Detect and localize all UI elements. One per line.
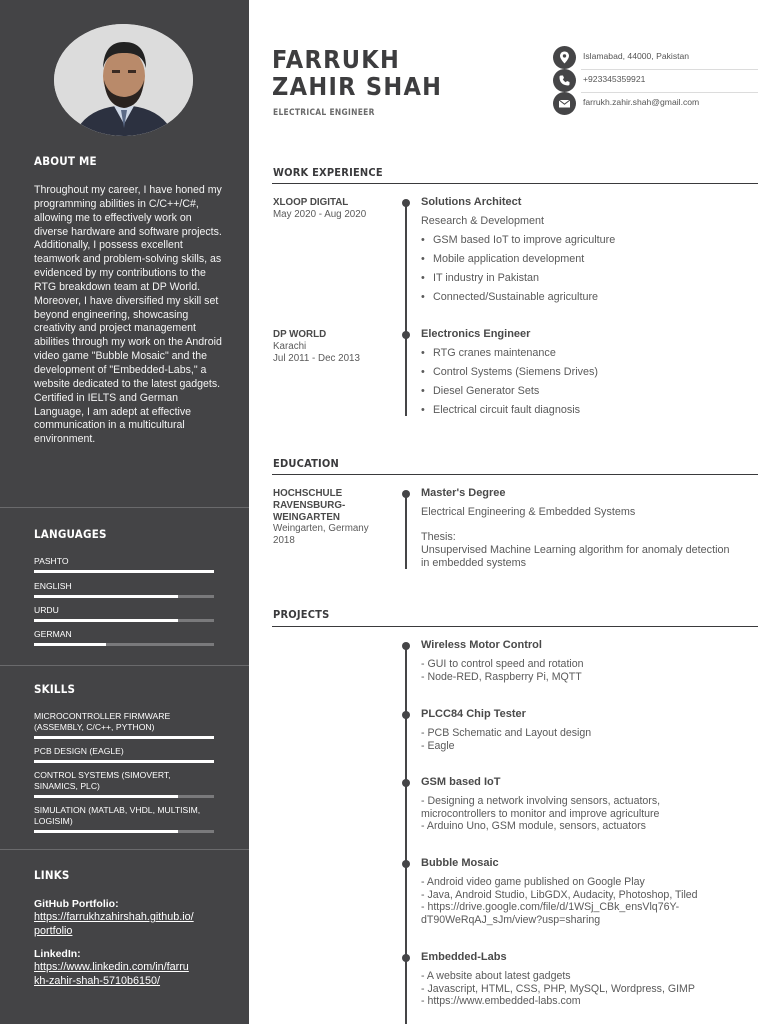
skill-item	[34, 805, 214, 833]
phone-text: +923345359921	[583, 74, 646, 84]
language-item	[34, 581, 214, 598]
job-bullet	[421, 291, 598, 303]
email-text: farrukh.zahir.shah@gmail.com	[583, 97, 700, 107]
project-title: PLCC84 Chip Tester	[421, 708, 526, 720]
first-name: FARRUKH	[272, 45, 401, 74]
thesis-title: in embedded systems	[421, 557, 527, 569]
school-year: 2018	[273, 535, 295, 546]
job-bullet-text: Control Systems (Siemens Drives)	[433, 366, 598, 378]
job-bullet-text: RTG cranes maintenance	[433, 347, 556, 359]
thesis-label: Thesis:	[421, 531, 456, 543]
job-bullet	[421, 234, 615, 246]
skill-level-fill	[34, 736, 214, 739]
job-bullet-text: IT industry in Pakistan	[433, 272, 540, 284]
project-detail: - GUI to control speed and rotation	[421, 658, 584, 670]
language-level-bar	[34, 570, 214, 573]
degree: Master's Degree	[421, 487, 506, 499]
timeline-dot	[402, 860, 410, 868]
degree-field: Electrical Engineering & Embedded Systems	[421, 506, 636, 518]
school-name	[273, 488, 391, 524]
project-detail: - Designing a network involving sensors, actuators,	[421, 795, 661, 807]
phone-icon	[553, 69, 576, 92]
skill-name: SIMULATION (MATLAB, VHDL, MULTISIM, LOGISIM)	[34, 805, 201, 826]
job-org: XLOOP DIGITAL	[273, 197, 349, 208]
about-text: Throughout my career, I have honed my programming abilities in C/C++/C#, allowing me to effectively work on diverse hardware and software projects. Additionally, I possess excellent teamwork and problem-solving skills, as evidenced by my contributions to the RTG breakdown team at DP World. Moreover, I have diversified my skill set beyond engineering, showcasing creativity and project management abilities through my work on the Android video game "Bubble Mosaic" and the development of "Embedded-Labs," a website dedicated to the latest gadgets. Certified in IELTS and German Language, I am adept at effective communication in a multicultural environment.	[34, 184, 222, 446]
language-level-bar	[34, 595, 214, 598]
timeline-dot	[402, 642, 410, 650]
about-heading: ABOUT ME	[34, 154, 97, 168]
skill-name: MICROCONTROLLER FIRMWARE (ASSEMBLY, C/C++, PYTHON)	[34, 711, 171, 732]
skill-level-bar	[34, 795, 214, 798]
language-item	[34, 629, 214, 646]
project-detail: - A website about latest gadgets	[421, 970, 571, 982]
linkedin-link-line[interactable]: https://www.linkedin.com/in/farru	[34, 961, 189, 973]
contact-location	[553, 46, 758, 69]
job-bullet-text: Electrical circuit fault diagnosis	[433, 404, 581, 416]
timeline-dot	[402, 954, 410, 962]
job-role: Solutions Architect	[421, 196, 522, 208]
timeline-line	[405, 643, 407, 1024]
skill-level-fill	[34, 795, 178, 798]
job-location: Karachi	[273, 341, 307, 352]
project-detail: dT90WeRqAJ_sJm/view?usp=sharing	[421, 913, 601, 926]
job-subtitle: Research & Development	[421, 215, 545, 227]
location-text: Islamabad, 44000, Pakistan	[583, 51, 690, 61]
school-location: Weingarten, Germany	[273, 523, 369, 534]
school-name-line: WEINGARTEN	[273, 512, 340, 523]
github-link[interactable]	[34, 911, 224, 938]
job-bullet	[421, 253, 584, 265]
project-detail: - Node-RED, Raspberry Pi, MQTT	[421, 670, 582, 683]
language-name: URDU	[34, 605, 59, 615]
language-level-bar	[34, 643, 214, 646]
sidebar-divider	[0, 665, 249, 666]
language-name: ENGLISH	[34, 581, 72, 591]
language-item	[34, 605, 214, 622]
skill-level-bar	[34, 736, 214, 739]
job-org: DP WORLD	[273, 329, 327, 340]
timeline-dot	[402, 779, 410, 787]
job-role: Electronics Engineer	[421, 328, 531, 340]
skill-level-fill	[34, 830, 178, 833]
language-level-fill	[34, 595, 178, 598]
timeline-dot	[402, 199, 410, 207]
language-item	[34, 556, 214, 573]
timeline-dot	[402, 331, 410, 339]
timeline-dot	[402, 711, 410, 719]
skill-name: PCB DESIGN (EAGLE)	[34, 746, 124, 756]
skills-heading: SKILLS	[34, 682, 76, 696]
job-bullet-text: Mobile application development	[433, 253, 585, 265]
full-name	[272, 46, 442, 100]
project-detail: - Java, Android Studio, LibGDX, Audacity, Photoshop, Tiled	[421, 888, 698, 901]
skill-level-bar	[34, 760, 214, 763]
section-rule	[272, 474, 758, 475]
project-detail: - Android video game published on Google Play	[421, 876, 645, 888]
linkedin-link[interactable]	[34, 961, 224, 988]
job-dates: Jul 2011 - Dec 2013	[273, 353, 360, 364]
project-detail: - Eagle	[421, 739, 455, 752]
last-name: ZAHIR SHAH	[272, 72, 443, 101]
contact-email	[553, 92, 758, 115]
language-level-bar	[34, 619, 214, 622]
language-name: GERMAN	[34, 629, 72, 639]
skill-item	[34, 770, 214, 798]
school-name-line: HOCHSCHULE	[273, 488, 343, 499]
language-level-fill	[34, 570, 214, 573]
linkedin-label: LinkedIn:	[34, 948, 81, 960]
timeline-line	[405, 200, 407, 416]
project-title: GSM based IoT	[421, 776, 501, 788]
skill-level-bar	[34, 830, 214, 833]
project-title: Bubble Mosaic	[421, 857, 499, 869]
project-title: Embedded-Labs	[421, 951, 507, 963]
linkedin-link-line[interactable]: kh-zahir-shah-5710b6150/	[34, 974, 161, 987]
location-pin-icon	[553, 46, 576, 69]
project-detail: - https://drive.google.com/file/d/1WSj_CBk_ensVlq76Y-	[421, 901, 680, 913]
links-heading: LINKS	[34, 868, 70, 882]
job-bullet	[421, 404, 580, 416]
skill-item	[34, 711, 214, 739]
job-bullet-text: Connected/Sustainable agriculture	[433, 291, 599, 303]
contact-phone	[553, 69, 758, 92]
thesis-title: Unsupervised Machine Learning algorithm for anomaly detection	[421, 544, 730, 556]
language-level-fill	[34, 643, 106, 646]
job-bullet	[421, 366, 598, 378]
project-detail: - https://www.embedded-labs.com	[421, 995, 581, 1007]
education-heading: EDUCATION	[273, 457, 340, 470]
github-link-line[interactable]: portfolio	[34, 924, 73, 937]
languages-heading: LANGUAGES	[34, 527, 107, 541]
project-detail: microcontrollers to monitor and improve agriculture	[421, 807, 660, 820]
projects-heading: PROJECTS	[273, 608, 330, 621]
timeline-dot	[402, 490, 410, 498]
sidebar-divider	[0, 849, 249, 850]
project-detail: - Arduino Uno, GSM module, sensors, actuators	[421, 820, 646, 832]
section-rule	[272, 626, 758, 627]
sidebar	[0, 0, 249, 1024]
project-detail: - Javascript, HTML, CSS, PHP, MySQL, Wordpress, GIMP	[421, 982, 695, 995]
skill-name: CONTROL SYSTEMS (SIMOVERT, SINAMICS, PLC)	[34, 770, 171, 791]
skill-level-fill	[34, 760, 214, 763]
job-bullet-text: Diesel Generator Sets	[433, 385, 540, 397]
project-detail: - PCB Schematic and Layout design	[421, 727, 592, 739]
job-bullet	[421, 347, 556, 359]
timeline-line	[405, 491, 407, 569]
sidebar-divider	[0, 507, 249, 508]
job-bullet	[421, 385, 539, 397]
profile-photo	[54, 24, 193, 136]
job-dates: May 2020 - Aug 2020	[273, 209, 367, 220]
language-name: PASHTO	[34, 556, 69, 566]
github-label: GitHub Portfolio:	[34, 898, 119, 910]
section-rule	[272, 183, 758, 184]
language-level-fill	[34, 619, 178, 622]
envelope-icon	[553, 92, 576, 115]
github-link-line[interactable]: https://farrukhzahirshah.github.io/	[34, 911, 194, 923]
work-heading: WORK EXPERIENCE	[273, 166, 383, 179]
project-title: Wireless Motor Control	[421, 639, 542, 651]
skill-item	[34, 746, 214, 763]
job-bullet-text: GSM based IoT to improve agriculture	[433, 234, 616, 246]
job-title: ELECTRICAL ENGINEER	[273, 107, 375, 117]
school-name-line: RAVENSBURG-	[273, 500, 346, 511]
job-bullet	[421, 272, 539, 284]
